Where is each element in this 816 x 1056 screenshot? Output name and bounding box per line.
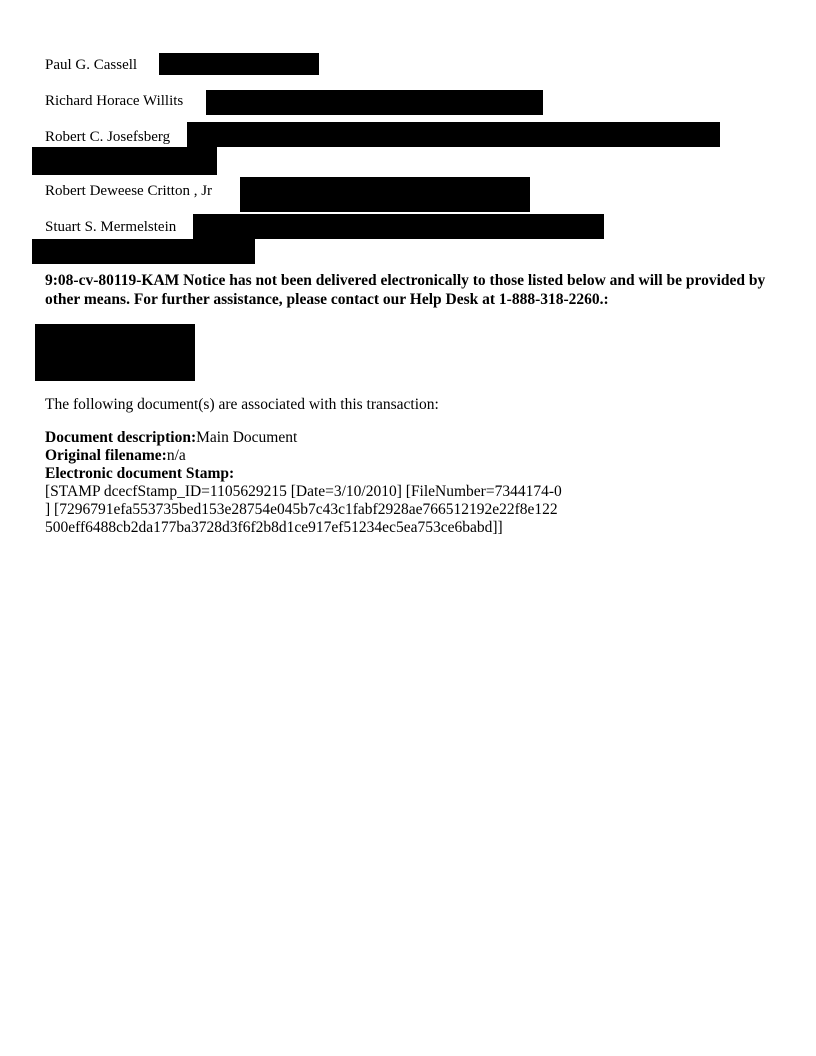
documents-intro: The following document(s) are associated with this transaction: [45,396,439,413]
document-description-value: Main Document [196,429,298,446]
recipient-name: Robert C. Josefsberg [45,129,171,145]
original-filename-label: Original filename: [45,447,167,464]
redaction-box [32,147,217,175]
recipient-name: Paul G. Cassell [45,57,138,73]
redaction-box [187,122,720,147]
redaction-box [206,90,543,115]
recipient-name: Stuart S. Mermelstein [45,219,177,235]
original-filename-value: n/a [166,447,186,464]
redaction-box [240,177,530,212]
recipient-name: Richard Horace Willits [45,93,184,109]
recipient-name: Robert Deweese Critton , Jr [45,183,213,199]
redaction-box [35,324,195,381]
original-filename [45,447,186,465]
stamp-line: ] [7296791efa553735bed153e28754e045b7c43c1fabf2928ae766512192e22f8e122 [45,501,558,518]
redaction-box [32,239,255,264]
redaction-box [193,214,604,239]
document-description [45,429,297,447]
notice-paragraph: 9:08-cv-80119-KAM Notice has not been delivered electronically to those listed below and will be provided by other means. For further assistance, please contact our Help Desk at 1-888-318-2260.: [45,272,766,308]
redaction-box [159,53,319,75]
stamp-line: 500eff6488cb2da177ba3728d3f6f2b8d1ce917ef51234ec5ea753ce6babd]] [45,519,503,536]
stamp-line: [STAMP dcecfStamp_ID=1105629215 [Date=3/10/2010] [FileNumber=7344174-0 [45,483,562,500]
document-description-label: Document description: [45,429,197,446]
stamp-label: Electronic document Stamp: [45,465,235,482]
